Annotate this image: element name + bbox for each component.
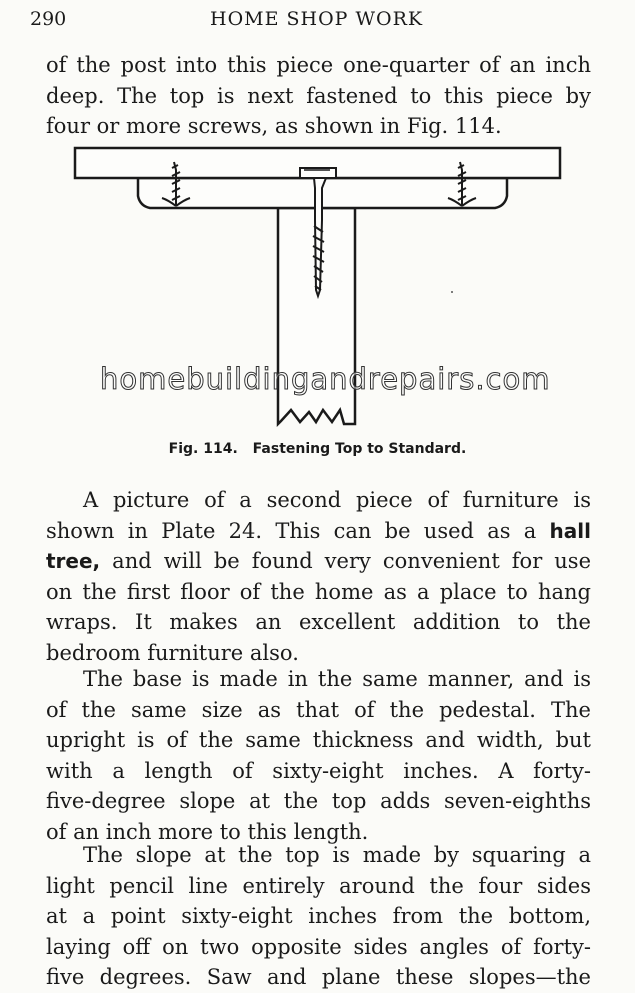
- paragraph-3: [46, 664, 591, 847]
- text-line: four or more screws, as shown in Fig. 114.: [46, 114, 502, 138]
- text-line: [46, 546, 591, 577]
- text-line: The base is made in the same manner, and is: [83, 667, 591, 691]
- bold-term: hall: [549, 518, 591, 543]
- paragraph-4: [46, 840, 591, 993]
- text-line: The slope at the top is made by squaring a: [83, 843, 591, 867]
- figure-caption: [0, 441, 635, 457]
- text-line: five degrees. Saw and plane these slopes—the: [46, 965, 591, 989]
- text-line: upright is of the same thickness and width, but: [46, 728, 591, 752]
- page-number: 290: [30, 8, 67, 30]
- text-line: of the post into this piece one-quarter of an inch: [46, 53, 591, 77]
- text-line: with a length of sixty-eight inches. A forty-: [46, 758, 591, 783]
- page-header: [30, 8, 600, 32]
- text-line: deep. The top is next fastened to this piece by: [46, 83, 591, 108]
- text-line: of an inch more to this length.: [46, 819, 369, 844]
- text-line: five-degree slope at the top adds seven-eighths: [46, 789, 591, 813]
- text-line: light pencil line entirely around the four sides: [46, 873, 591, 898]
- text-line: A picture of a second piece of furniture is: [83, 488, 591, 512]
- paragraph-2: [46, 485, 591, 668]
- text-line: on the first floor of the home as a place to hang: [46, 579, 591, 604]
- text-line: at a point sixty-eight inches from the bottom,: [46, 904, 591, 928]
- text-span: shown in Plate 24. This can be used as a: [46, 518, 550, 543]
- bold-term: tree,: [46, 549, 101, 573]
- paragraph-1: [46, 50, 591, 142]
- caption-number: Fig. 114.: [168, 441, 238, 457]
- text-line: of the same size as that of the pedestal. The: [46, 697, 591, 722]
- text-line: laying off on two opposite sides angles of forty-: [46, 934, 591, 959]
- running-head: HOME SHOP WORK: [210, 8, 424, 30]
- text-span: and will be found very convenient for use: [100, 549, 591, 573]
- text-line: [46, 516, 591, 547]
- text-line: wraps. It makes an excellent addition to the: [46, 610, 591, 634]
- text-line: bedroom furniture also.: [46, 640, 299, 665]
- watermark: homebuildingandrepairs.com: [100, 362, 551, 396]
- caption-text: Fastening Top to Standard.: [252, 441, 467, 457]
